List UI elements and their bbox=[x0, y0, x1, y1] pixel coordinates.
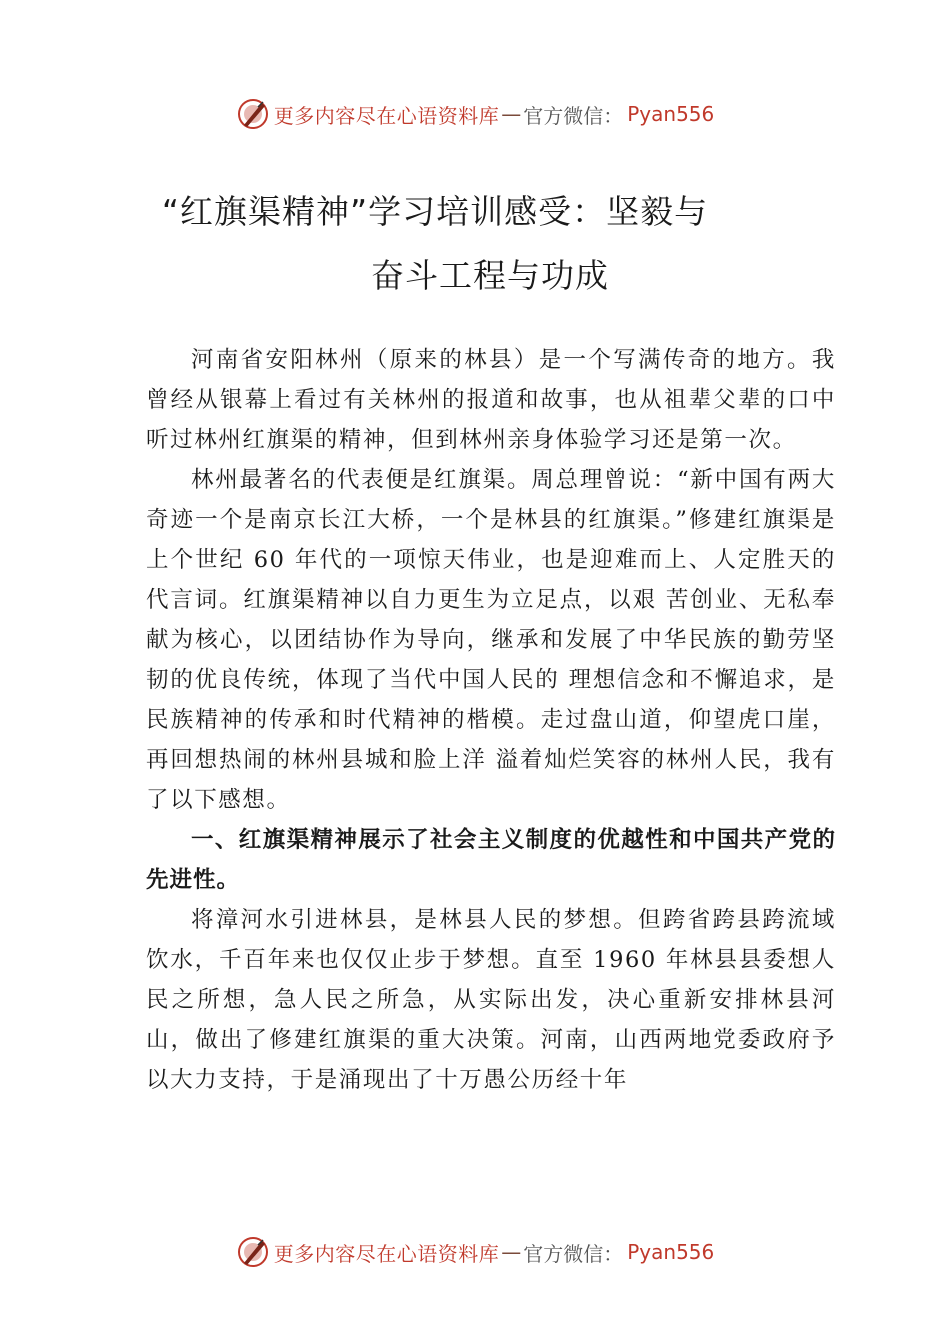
banner-wechat-label: 官方微信： bbox=[523, 1241, 624, 1266]
header-banner bbox=[0, 94, 950, 134]
banner-wechat-id: Pyan556 bbox=[627, 1240, 715, 1264]
paragraph: 河南省安阳林州（原来的林县）是一个写满传奇的地方。我曾经从银幕上看过有关林州的报道和故事，也从祖辈父辈的口中听过林州红旗渠的精神，但到林州亲身体验学习还是第一次。 bbox=[146, 347, 836, 453]
banner-dash: — bbox=[501, 1240, 522, 1264]
banner-dash: — bbox=[501, 102, 522, 126]
document-title-line-2: 奋斗工程与功成 bbox=[371, 256, 609, 295]
section-heading: 一、红旗渠精神展示了社会主义制度的优越性和中国共产党的先进性。 bbox=[146, 827, 836, 893]
quill-seal-icon bbox=[236, 1235, 270, 1269]
document-body bbox=[146, 340, 836, 1100]
paragraph: 林州最著名的代表便是红旗渠。周总理曾说：“新中国有两大奇迹一个是南京长江大桥，一个是林县的红旗渠。”修建红旗渠是上个世纪 60 年代的一项惊天伟业，也是迎难而上、人定胜天的代言词。红旗渠精神以自力更生为立足点，以艰 苦创业、无私奉献为核心，以团结协作为导向，继承和发展了中华民族的勤劳坚韧的优良传统，体现了当代中国人民的 理想信念和不懈追求，是民族精神的传承和时代精神的楷模。走过盘山道，仰望虎口崖，再回想热闹的林州县城和脸上洋 溢着灿烂笑容的林州人民，我有了以下感想。 bbox=[146, 467, 836, 813]
banner-wechat-id: Pyan556 bbox=[627, 102, 715, 126]
paragraph: 将漳河水引进林县，是林县人民的梦想。但跨省跨县跨流域饮水，千百年来也仅仅止步于梦想。直至 1960 年林县县委想人民之所想，急人民之所急，从实际出发，决心重新安排林县河山，做出了修建红旗渠的重大决策。河南，山西两地党委政府予以大力支持，于是涌现出了十万愚公历经十年 bbox=[146, 907, 836, 1093]
banner-text: 更多内容尽在心语资料库 bbox=[273, 1241, 500, 1266]
footer-banner bbox=[0, 1232, 950, 1272]
quill-seal-icon bbox=[236, 97, 270, 131]
document-title-line-1: “红旗渠精神”学习培训感受：坚毅与 bbox=[161, 192, 709, 231]
banner-wechat-label: 官方微信： bbox=[523, 103, 624, 128]
banner-text: 更多内容尽在心语资料库 bbox=[273, 103, 500, 128]
